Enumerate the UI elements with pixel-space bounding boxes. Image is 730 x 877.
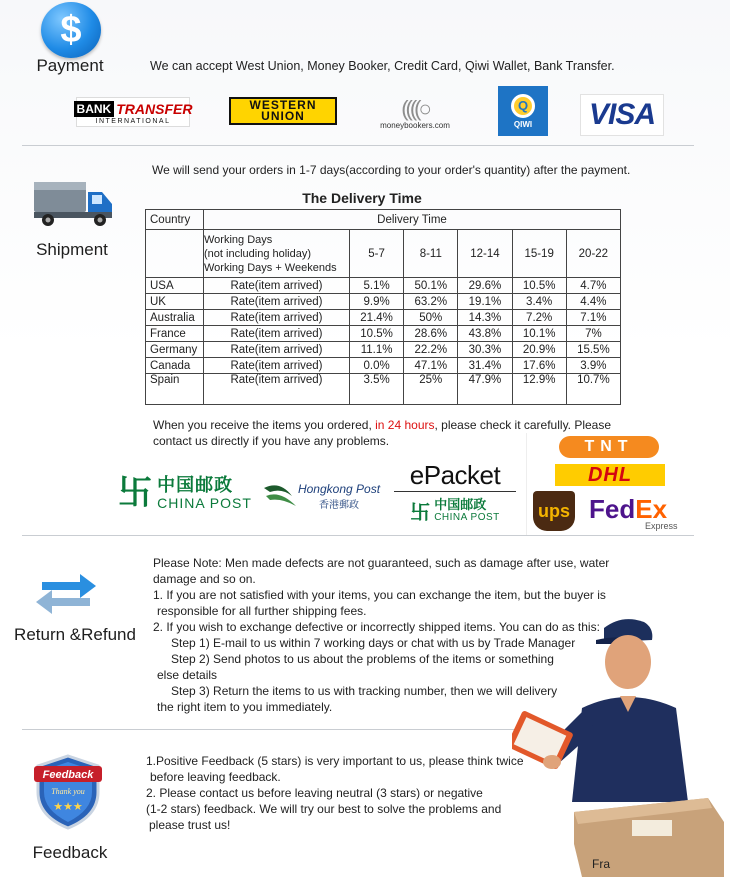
moneybookers-logo: ((((○ moneybookers.com <box>380 95 450 130</box>
receive-note: When you receive the items you ordered, in 24 hours, please check it carefully. Please contact us directly if you have any problems. <box>153 418 612 448</box>
header-country: Country <box>146 210 204 230</box>
header-delivery-time: Delivery Time <box>204 210 621 230</box>
qiwi-logo: Q QIWI <box>498 86 548 136</box>
table-row: Canada Rate(item arrived) 0.0% 47.1% 31.4% 17.6% 3.9% <box>146 358 621 374</box>
svg-text:Thank you: Thank you <box>51 787 85 796</box>
svg-text:★★★: ★★★ <box>53 800 83 813</box>
feedback-shield-icon <box>32 752 104 832</box>
china-post-mark-icon: 卐 <box>410 502 431 524</box>
ups-logo: ups <box>533 491 575 531</box>
working-days-note: Working Days (not including holiday) Working Days + Weekends <box>204 230 350 278</box>
range-cell: 8-11 <box>404 230 458 278</box>
range-cell: 12-14 <box>458 230 512 278</box>
payment-text: We can accept West Union, Money Booker, Credit Card, Qiwi Wallet, Bank Transfer. <box>150 59 615 73</box>
feedback-title: Feedback <box>32 843 108 862</box>
bank-transfer-logo: BANK TRANSFER INTERNATIONAL <box>76 97 190 127</box>
range-cell: 5-7 <box>350 230 404 278</box>
table-row: Germany Rate(item arrived) 11.1% 22.2% 30.3% 20.9% 15.5% <box>146 342 621 358</box>
delivery-man-illustration <box>512 612 730 877</box>
epacket-logo: ePacket 卐 中国邮政 CHINA POST <box>390 458 520 528</box>
delivery-table <box>145 209 621 405</box>
table-row: UK Rate(item arrived) 9.9% 63.2% 19.1% 3.4% 4.4% <box>146 294 621 310</box>
western-union-logo: WESTERN UNION <box>229 97 337 125</box>
exchange-arrows-icon <box>34 568 98 618</box>
svg-text:Fra: Fra <box>592 857 610 871</box>
shipment-text: We will send your orders in 1-7 days(according to your order's quantity) after the payment. <box>152 163 631 177</box>
table-row: USA Rate(item arrived) 5.1% 50.1% 29.6% 10.5% 4.7% <box>146 278 621 294</box>
table-row: Spain Rate(item arrived) 3.5% 25% 47.9% 12.9% 10.7% <box>146 374 621 405</box>
feedback-text: 1.Positive Feedback (5 stars) is very important to us, please think twice before leaving feedback. 2. Please contact us before leaving neutral (3 stars) or negative (1-2 stars) feedback. We will try our best to solve the problems and please trust us! <box>146 754 524 832</box>
return-refund-title: Return &Refund <box>14 625 136 644</box>
visa-logo: VISA <box>580 94 664 136</box>
payment-title: Payment <box>36 56 104 75</box>
fedex-logo: FedEx <box>589 494 668 524</box>
truck-icon <box>32 178 116 230</box>
divider <box>22 145 694 146</box>
hongkong-post-swirl-icon <box>262 478 298 514</box>
table-row: France Rate(item arrived) 10.5% 28.6% 43.8% 10.1% 7% <box>146 326 621 342</box>
table-row: Australia Rate(item arrived) 21.4% 50% 14.3% 7.2% 7.1% <box>146 310 621 326</box>
divider <box>22 535 694 536</box>
tnt-logo: TNT <box>559 436 659 458</box>
dollar-icon: $ <box>41 2 101 58</box>
refund-text: Please Note: Men made defects are not guaranteed, such as damage after use, water damage and so on. 1. If you are not satisfied with your items, you can exchange the item, but the buyer is responsible for all further shipping fees. 2. If you wish to exchange defective or incorrectly shipped items. You can do as this: Step 1) E-mail to us within 7 working days or chat with us by Trade Manager Step 2) Send photos to us about the problems of the items or something else details Step 3) Return the items to us with tracking number, then we will delivery the right item to you immediately. <box>153 556 610 714</box>
express-carriers-logos: TNT DHL ups FedEx Express <box>526 433 698 535</box>
range-cell: 15-19 <box>512 230 566 278</box>
china-post-logo: 卐 中国邮政 CHINA POST <box>113 462 256 524</box>
dhl-logo: DHL <box>555 464 665 486</box>
svg-text:Feedback: Feedback <box>42 769 94 781</box>
shipment-title: Shipment <box>36 240 108 259</box>
hongkong-post-logo: Hongkong Post 香港郵政 <box>260 468 382 524</box>
divider <box>22 729 518 730</box>
delivery-table-title: The Delivery Time <box>302 190 422 206</box>
range-cell: 20-22 <box>566 230 620 278</box>
china-post-mark-icon: 卐 <box>118 474 153 512</box>
